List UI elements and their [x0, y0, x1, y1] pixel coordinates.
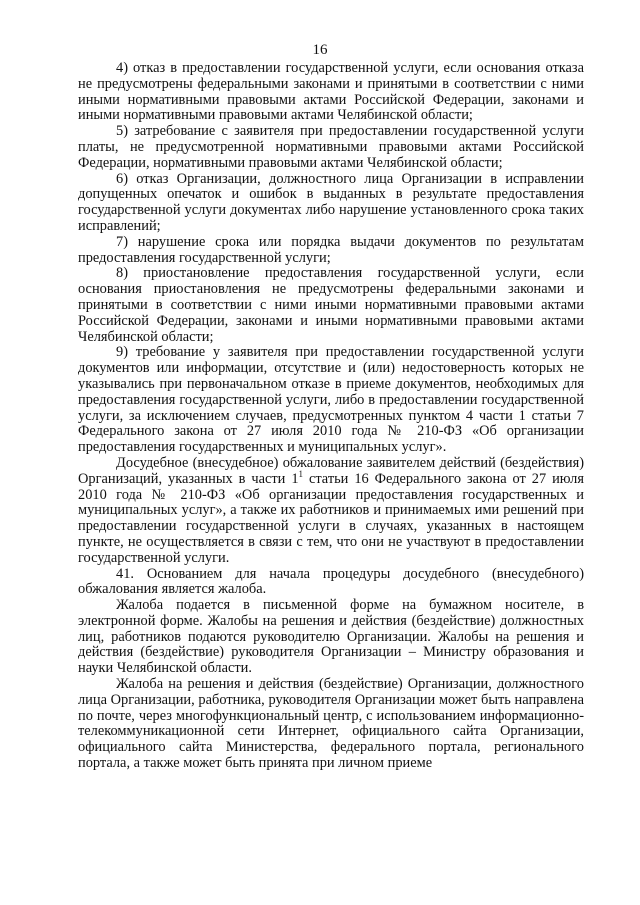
paragraph-item-6: 6) отказ Организации, должностного лица Организации в исправлении допущенных опечаток и ошибок в выданных в результате предоставления государственной услуги документах либо нарушение установленного срока таких исправлений; — [78, 170, 584, 234]
paragraph-complaint-submission: Жалоба на решения и действия (бездействие) Организации, должностного лица Организации, работника, руководителя Организации может быть направлена по почте, через многофункциональный центр, с использованием информационно-телекоммуникационной сети Интернет, официального сайта Организации, официального сайта Министерства, федерального портала, регионального портала, а также может быть принята при личном приеме — [78, 676, 584, 772]
page-number: 16 — [312, 42, 328, 58]
paragraph-complaint-form: Жалоба подается в письменной форме на бумажном носителе, в электронной форме. Жалобы на решения и действия (бездействие) должностных лиц, работников подаются руководителю Организации. Жалобы на решения и действия (бездействие) руководителя Организации – Министру образования и науки Челябинской области. — [78, 597, 584, 677]
paragraph-section-41: 41. Основанием для начала процедуры досудебного (внесудебного) обжалования является жалоба. — [78, 565, 584, 598]
pretrial-text-start: Досудебное (внесудебное) обжалование заявителем действий (бездействия) Организаций, указанных в части 1 — [78, 454, 584, 487]
document-body — [78, 61, 584, 772]
paragraph-item-5: 5) затребование с заявителя при предоставлении государственной услуги платы, не предусмотренной нормативными правовыми актами Российской Федерации, нормативными правовыми актами Челябинской области; — [78, 123, 584, 171]
paragraph-item-9: 9) требование у заявителя при предоставлении государственной услуги документов или информации, отсутствие и (или) недостоверность которых не указывались при первоначальном отказе в приеме документов, необходимых для предоставления государственной услуги, либо в предоставлении государственной услуги, за исключением случаев, предусмотренных пунктом 4 части 1 статьи 7 Федерального закона от 27 июля 2010 года № 210-ФЗ «Об организации предоставления государственных и муниципальных услуг». — [78, 344, 584, 456]
paragraph-item-8: 8) приостановление предоставления государственной услуги, если основания приостановления не предусмотрены федеральными законами и принятыми в соответствии с ними иными нормативными правовыми актами Российской Федерации, законами и иными нормативными правовыми актами Челябинской области; — [78, 265, 584, 345]
paragraph-pretrial-appeal — [78, 456, 584, 567]
paragraph-item-7: 7) нарушение срока или порядка выдачи документов по результатам предоставления государственной услуги; — [78, 233, 584, 266]
paragraph-item-4: 4) отказ в предоставлении государственной услуги, если основания отказа не предусмотрены федеральными законами и принятыми в соответствии с ними иными нормативными правовыми актами Российской Федерации, законами и иными нормативными правовыми актами Челябинской области; — [78, 60, 584, 124]
pretrial-superscript: 1 — [298, 468, 304, 479]
pretrial-text-end: статьи 16 Федерального закона от 27 июля 2010 года № 210-ФЗ «Об организации предоставления государственных и муниципальных услуг», а также их работников и принимаемых ими решений при предоставлении государственной услуги в случаях, указанных в настоящем пункте, не осуществляется в связи с тем, что они не участвуют в предоставлении государственной услуги. — [78, 470, 584, 566]
